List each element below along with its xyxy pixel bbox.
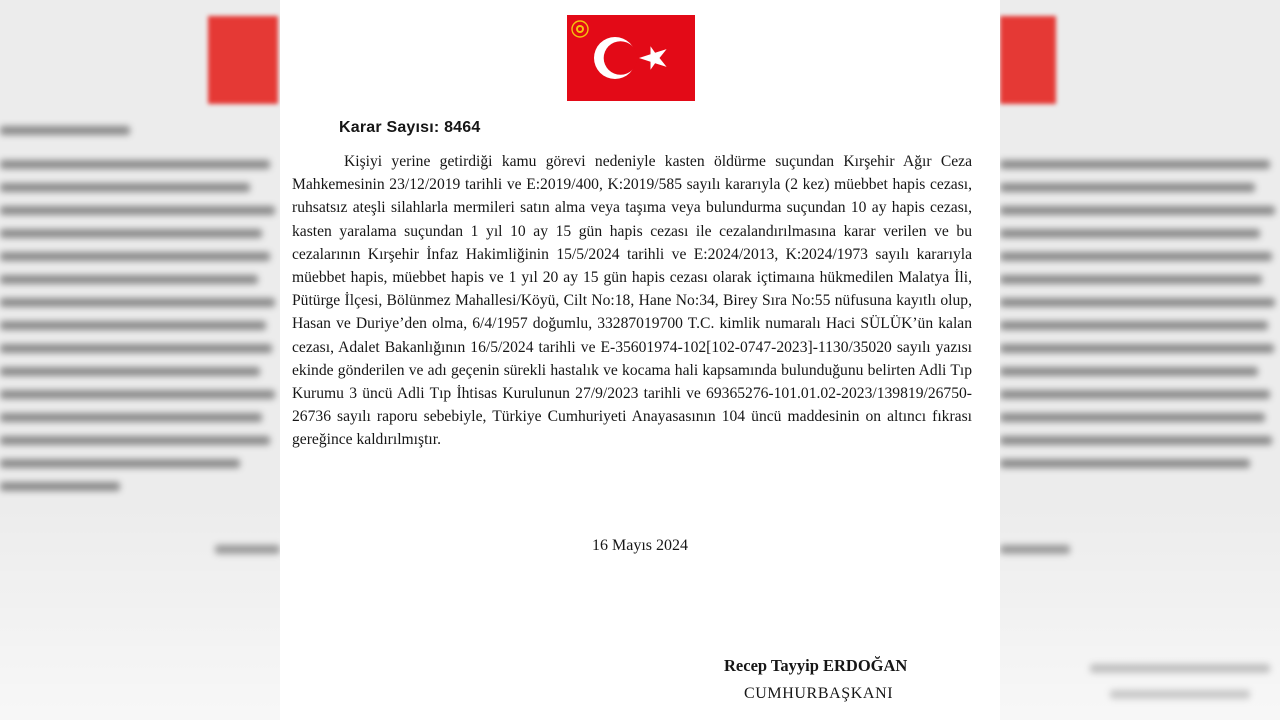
crescent-inner [604,41,638,75]
decree-document [280,0,1000,720]
blurred-background-right [1000,0,1280,720]
signer-title: CUMHURBAŞKANI [744,685,894,702]
flag-graphic [567,15,695,101]
decision-number: Karar Sayısı: 8464 [339,119,481,136]
signer-name: Recep Tayyip ERDOĞAN [724,656,908,675]
decree-body-text: Kişiyi yerine getirdiği kamu görevi nedeniyle kasten öldürme suçundan Kırşehir Ağır Ceza Mahkemesinin 23/12/2019 tarihli ve E:2019/400, K:2019/585 sayılı kararıyla (2 kez) müebbet hapis cezası, ruhsatsız ateşli silahlarla mermileri satın alma veya taşıma veya bulundurma suçundan 10 ay hapis cezası, kasten yaralama suçundan 1 yıl 10 ay 15 gün hapis cezası ile cezalandırılmasına karar verilen ve bu cezalarının Kırşehir İnfaz Hakimliğinin 15/5/2024 tarihli ve E:2024/2013, K:2024/1973 sayılı kararıyla müebbet hapis, müebbet hapis ve 1 yıl 20 ay 15 gün hapis cezası olarak içtimaına hükmedilen Malatya İli, Pütürge İlçesi, Bölünmez Mahallesi/Köyü, Cilt No:18, Hane No:34, Birey Sıra No:55 nüfusuna kayıtlı olup, Hasan ve Duriye’den olma, 6/4/1957 doğumlu, 33287019700 T.C. kimlik numaralı Haci SÜLÜK’ün kalan cezası, Adalet Bakanlığının 16/5/2024 tarihli ve E-35601974-102[102-0747-2023]-1130/35020 sayılı yazısı ekinde gönderilen ve adı geçenin sürekli hastalık ve kocama hali kapsamında bulunduğunu belirten Adli Tıp Kurumu 3 üncü Adli Tıp İhtisas Kurulunun 27/9/2023 tarihli ve 69365276-101.01.02-2023/139819/26750-26736 sayılı raporu sebebiyle, Türkiye Cumhuriyeti Anayasasının 104 üncü maddesinin on altıncı fıkrası gereğince kaldırılmıştır. [292,153,972,449]
decree-date: 16 Mayıs 2024 [592,537,688,554]
blurred-background-left [0,0,280,720]
turkish-flag-icon [567,15,695,101]
